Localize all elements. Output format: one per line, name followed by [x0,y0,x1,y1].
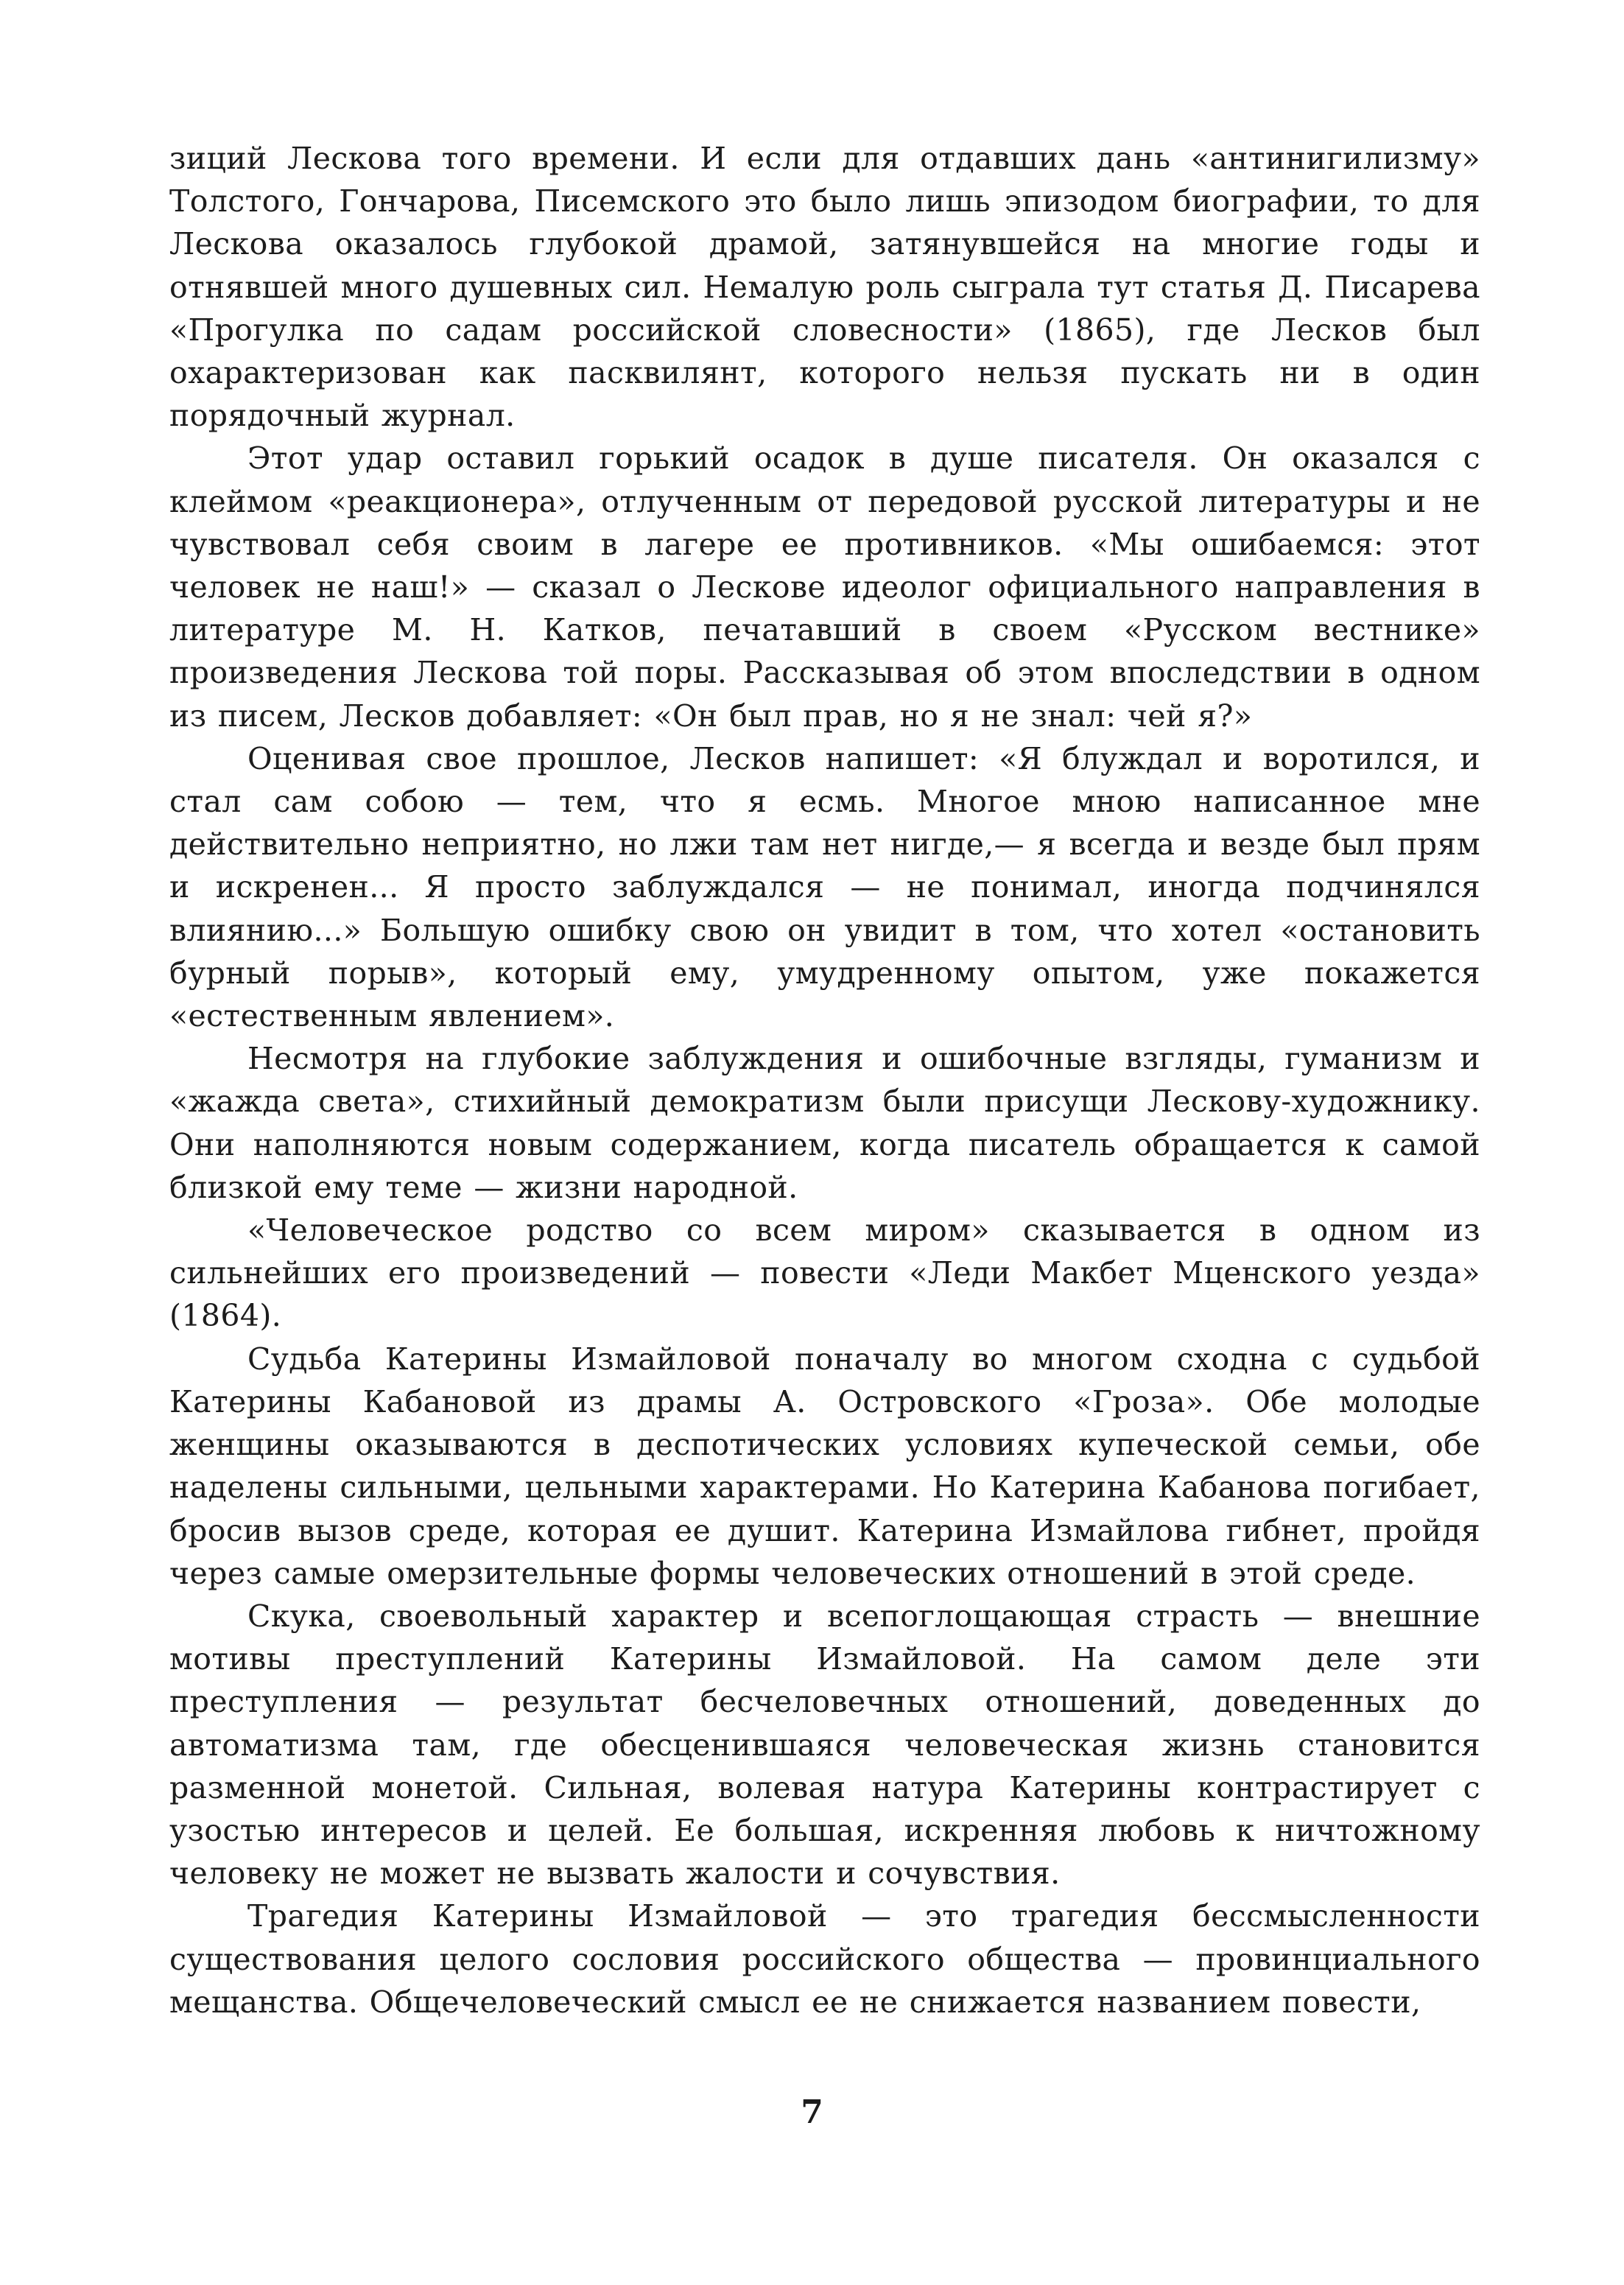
paragraph-3: Оценивая свое прошлое, Лесков напишет: «Я блуждал и воротился, и стал сам собою — тем, что я есмь. Многое мною написанное мне действительно неприятно, но лжи там нет нигде,— я всегда и везде был прям и искренен... Я просто заблуждался — не понимал, иногда подчинялся влиянию...» Большую ошибку свою он увидит в том, что хотел «остановить бурный порыв», который ему, умудренному опытом, уже покажется «естественным явлением». [169,740,1480,1034]
paragraph-8: Трагедия Катерины Измайловой — это трагедия бессмысленности существования целого сословия российского общества — провинциального мещанства. Общечеловеческий смысл ее не снижается названием повести, [169,1898,1480,2020]
paragraph-1: зиций Лескова того времени. И если для отдавших дань «антинигилизму» Толстого, Гончарова, Писемского это было лишь эпизодом биографии, то для Лескова оказалось глубокой драмой, затянувшейся на многие годы и отнявшей много душевных сил. Немалую роль сыграла тут статья Д. Писарева «Прогулка по садам российской словесности» (1865), где Лесков был охарактеризован как пасквилянт, которого нельзя пускать ни в один порядочный журнал. [169,141,1480,434]
paragraph-6: Судьба Катерины Измайловой поначалу во многом сходна с судьбой Катерины Кабановой из драмы А. Островского «Гроза». Обе молодые женщины оказываются в деспотических условиях купеческой семьи, обе наделены сильными, цельными характерами. Но Катерина Кабанова погибает, бросив вызов среде, которая ее душит. Катерина Измайлова гибнет, пройдя через самые омерзительные формы человеческих отношений в этой среде. [169,1341,1480,1591]
page-number: 7 [801,2093,823,2131]
paragraph-7: Скука, своевольный характер и всепоглощающая страсть — внешние мотивы преступлений Катерины Измайловой. На самом деле эти преступления — результат бесчеловечных отношений, доведенных до автоматизма там, где обесценившаяся человеческая жизнь становится разменной монетой. Сильная, волевая натура Катерины контрастирует с узостью интересов и целей. Ее большая, искренняя любовь к ничтожному человеку не может не вызвать жалости и сочувствия. [169,1598,1480,1892]
page-body [169,137,1480,2023]
paragraph-5: «Человеческое родство со всем миром» сказывается в одном из сильнейших его произведений — повести «Леди Макбет Мценского уезда» (1864). [169,1212,1480,1334]
paragraph-4: Несмотря на глубокие заблуждения и ошибочные взгляды, гуманизм и «жажда света», стихийный демократизм были присущи Лескову-художнику. Они наполняются новым содержанием, когда писатель обращается к самой близкой ему теме — жизни народной. [169,1041,1480,1205]
paragraph-2: Этот удар оставил горький осадок в душе писателя. Он оказался с клеймом «реакционера», отлученным от передовой русской литературы и не чувствовал себя своим в лагере ее противников. «Мы ошибаемся: этот человек не наш!» — сказал о Лескове идеолог официального направления в литературе М. Н. Катков, печатавший в своем «Русском вестнике» произведения Лескова той поры. Рассказывая об этом впоследствии в одном из писем, Лесков добавляет: «Он был прав, но я не знал: чей я?» [169,440,1480,734]
